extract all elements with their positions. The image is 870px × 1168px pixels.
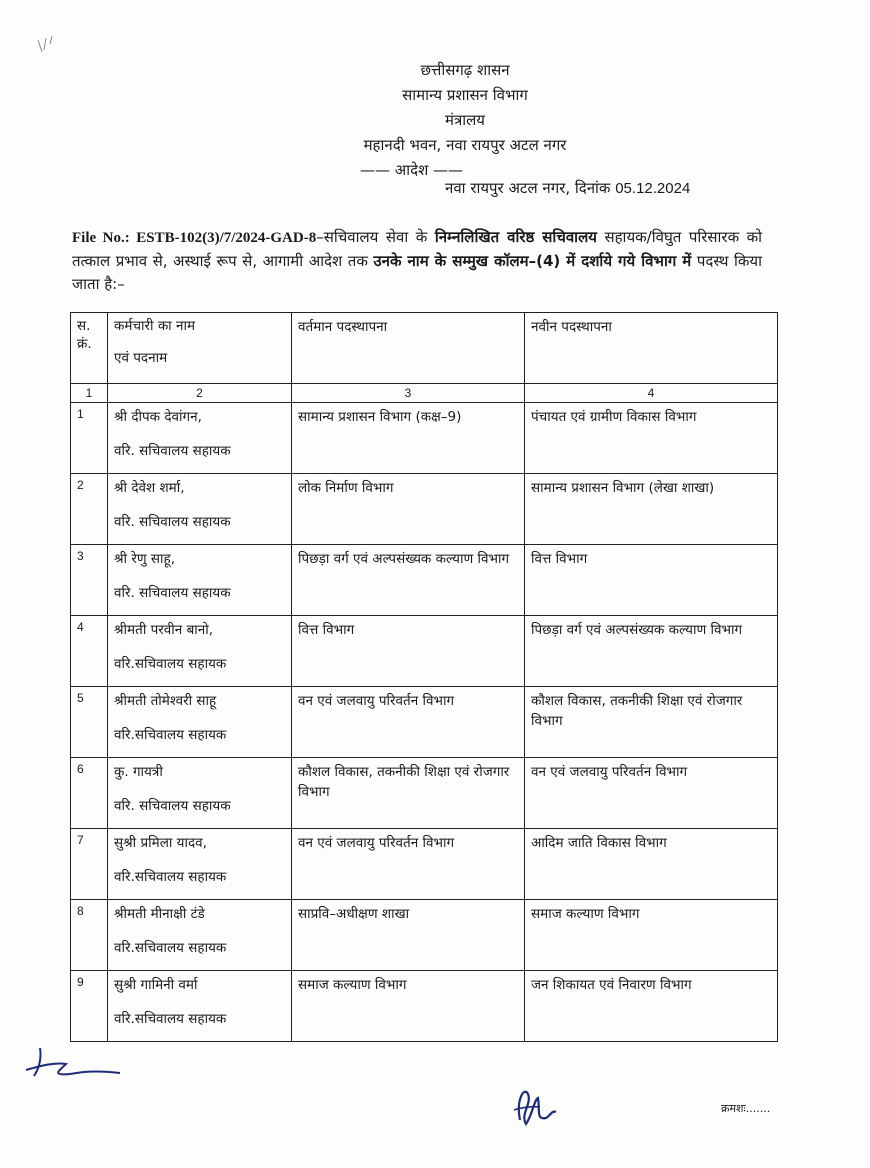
employee-cell bbox=[108, 829, 292, 900]
serial-number: 4 bbox=[71, 616, 108, 687]
employee-cell bbox=[108, 616, 292, 687]
new-posting: पिछड़ा वर्ग एवं अल्पसंख्यक कल्याण विभाग bbox=[525, 616, 778, 687]
body-bold-1: निम्नलिखित वरिष्ठ सचिवालय bbox=[434, 228, 597, 246]
employee-designation: वरि. सचिवालय सहायक bbox=[114, 514, 231, 530]
header-serial-line1: स. bbox=[77, 318, 91, 334]
header-name-line1: कर्मचारी का नाम bbox=[114, 318, 196, 334]
header-serial-line2: क्रं. bbox=[77, 336, 92, 352]
order-body bbox=[72, 226, 762, 296]
employee-designation: वरि.सचिवालय सहायक bbox=[114, 1011, 227, 1027]
table-row bbox=[71, 545, 778, 616]
current-posting: समाज कल्याण विभाग bbox=[292, 971, 525, 1042]
column-number-row bbox=[71, 384, 778, 403]
employee-cell bbox=[108, 758, 292, 829]
table-header-row bbox=[71, 313, 778, 384]
table-row bbox=[71, 403, 778, 474]
new-posting: सामान्य प्रशासन विभाग (लेखा शाखा) bbox=[525, 474, 778, 545]
employee-name: श्रीमती मीनाक्षी टंडे bbox=[114, 906, 205, 922]
current-posting: वित्त विभाग bbox=[292, 616, 525, 687]
continued-marker: क्रमशः....... bbox=[721, 1102, 771, 1115]
posting-table bbox=[70, 312, 778, 1042]
body-text-3: पदस्थ किया जाता है:– bbox=[72, 252, 762, 293]
new-posting: पंचायत एवं ग्रामीण विकास विभाग bbox=[525, 403, 778, 474]
employee-designation: वरि. सचिवालय सहायक bbox=[114, 585, 231, 601]
office-address: महानदी भवन, नवा रायपुर अटल नगर bbox=[363, 136, 567, 154]
file-number: File No.: ESTB-102(3)/7/2024-GAD-8 bbox=[72, 230, 317, 246]
header-name-line2: एवं पदनाम bbox=[114, 350, 168, 366]
employee-name: श्री रेणु साहू, bbox=[114, 551, 176, 567]
serial-number: 7 bbox=[71, 829, 108, 900]
current-posting: साप्रवि–अधीक्षण शाखा bbox=[292, 900, 525, 971]
header-current-posting: वर्तमान पदस्थापना bbox=[292, 313, 525, 384]
employee-name: सुश्री प्रमिला यादव, bbox=[114, 835, 207, 851]
new-posting: कौशल विकास, तकनीकी शिक्षा एवं रोजगार विभाग bbox=[525, 687, 778, 758]
employee-designation: वरि.सचिवालय सहायक bbox=[114, 940, 227, 956]
employee-name: श्री दीपक देवांगन, bbox=[114, 409, 202, 425]
date-line bbox=[445, 178, 690, 198]
serial-number: 1 bbox=[71, 403, 108, 474]
ministry-label: मंत्रालय bbox=[444, 111, 485, 129]
department-name: सामान्य प्रशासन विभाग bbox=[402, 86, 528, 104]
government-name: छत्तीसगढ़ शासन bbox=[420, 61, 510, 79]
serial-number: 9 bbox=[71, 971, 108, 1042]
employee-cell bbox=[108, 545, 292, 616]
employee-cell bbox=[108, 971, 292, 1042]
new-posting: समाज कल्याण विभाग bbox=[525, 900, 778, 971]
table-row bbox=[71, 829, 778, 900]
employee-designation: वरि.सचिवालय सहायक bbox=[114, 869, 227, 885]
table-row bbox=[71, 900, 778, 971]
table-body bbox=[71, 403, 778, 1042]
table-row bbox=[71, 687, 778, 758]
header-new-posting: नवीन पदस्थापना bbox=[525, 313, 778, 384]
date-prefix: नवा रायपुर अटल नगर, दिनांक bbox=[445, 179, 616, 197]
employee-cell bbox=[108, 474, 292, 545]
body-text-2: सहायक/विघुत परिसारक को तत्काल प्रभाव से, अस्थाई रूप से, आगामी आदेश तक bbox=[72, 228, 763, 270]
table-row bbox=[71, 758, 778, 829]
new-posting: जन शिकायत एवं निवारण विभाग bbox=[525, 971, 778, 1042]
scan-mark bbox=[30, 30, 70, 60]
letterhead bbox=[300, 58, 630, 158]
employee-designation: वरि.सचिवालय सहायक bbox=[114, 727, 227, 743]
new-posting: वित्त विभाग bbox=[525, 545, 778, 616]
column-number: 3 bbox=[292, 384, 525, 403]
current-posting: वन एवं जलवायु परिवर्तन विभाग bbox=[292, 687, 525, 758]
current-posting: वन एवं जलवायु परिवर्तन विभाग bbox=[292, 829, 525, 900]
serial-number: 2 bbox=[71, 474, 108, 545]
table-row bbox=[71, 971, 778, 1042]
new-posting: आदिम जाति विकास विभाग bbox=[525, 829, 778, 900]
serial-number: 8 bbox=[71, 900, 108, 971]
employee-name: सुश्री गामिनी वर्मा bbox=[114, 977, 198, 993]
employee-name: श्री देवेश शर्मा, bbox=[114, 480, 185, 496]
signature-initials-left bbox=[20, 1040, 130, 1085]
serial-number: 5 bbox=[71, 687, 108, 758]
employee-name: कु. गायत्री bbox=[114, 764, 163, 780]
employee-designation: वरि. सचिवालय सहायक bbox=[114, 443, 231, 459]
current-posting: कौशल विकास, तकनीकी शिक्षा एवं रोजगार विभाग bbox=[292, 758, 525, 829]
order-date: 05.12.2024 bbox=[615, 180, 691, 197]
serial-number: 6 bbox=[71, 758, 108, 829]
table-row bbox=[71, 474, 778, 545]
order-title: —— आदेश —— bbox=[360, 161, 464, 179]
employee-designation: वरि.सचिवालय सहायक bbox=[114, 656, 227, 672]
employee-name: श्रीमती परवीन बानो, bbox=[114, 622, 214, 638]
new-posting: वन एवं जलवायु परिवर्तन विभाग bbox=[525, 758, 778, 829]
employee-designation: वरि. सचिवालय सहायक bbox=[114, 798, 231, 814]
employee-cell bbox=[108, 687, 292, 758]
body-text-1: –सचिवालय सेवा के bbox=[316, 228, 435, 246]
body-bold-2: उनके नाम के सम्मुख कॉलम–(4) में दर्शाये गये विभाग में bbox=[373, 252, 692, 270]
current-posting: पिछड़ा वर्ग एवं अल्पसंख्यक कल्याण विभाग bbox=[292, 545, 525, 616]
serial-number: 3 bbox=[71, 545, 108, 616]
column-number: 4 bbox=[525, 384, 778, 403]
employee-cell bbox=[108, 403, 292, 474]
header-name bbox=[108, 313, 292, 384]
employee-name: श्रीमती तोमेश्वरी साहू bbox=[114, 693, 217, 709]
header-serial bbox=[71, 313, 108, 384]
current-posting: सामान्य प्रशासन विभाग (कक्ष–9) bbox=[292, 403, 525, 474]
column-number: 2 bbox=[108, 384, 292, 403]
column-number: 1 bbox=[71, 384, 108, 403]
table-row bbox=[71, 616, 778, 687]
employee-cell bbox=[108, 900, 292, 971]
current-posting: लोक निर्माण विभाग bbox=[292, 474, 525, 545]
signature-initials-right bbox=[506, 1080, 566, 1135]
